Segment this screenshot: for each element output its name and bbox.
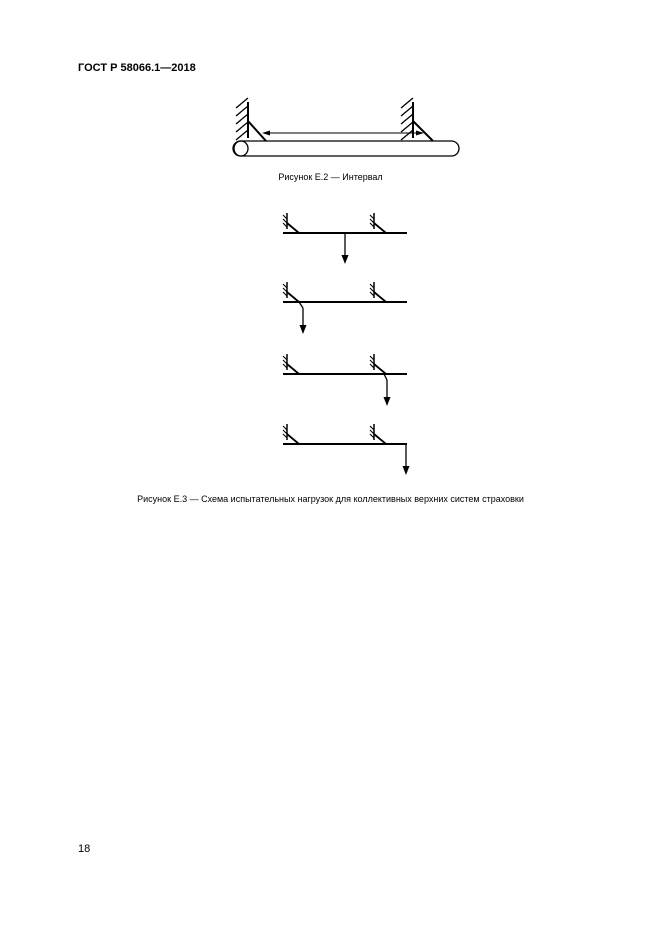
figure-e3-caption: Рисунок Е.3 — Схема испытательных нагрузок для коллективных верхних систем страховки	[137, 494, 524, 504]
figure-e3-load-scheme-diagram	[0, 190, 661, 490]
figure-e2-interval-diagram	[0, 0, 661, 170]
load-scheme-3	[283, 354, 407, 406]
figure-e2-caption: Рисунок Е.2 — Интервал	[278, 172, 383, 182]
load-scheme-2	[283, 282, 407, 334]
load-scheme-4	[283, 424, 410, 475]
page-number: 18	[78, 843, 91, 855]
load-scheme-1	[283, 213, 407, 264]
document-header: ГОСТ Р 58066.1—2018	[78, 62, 196, 74]
